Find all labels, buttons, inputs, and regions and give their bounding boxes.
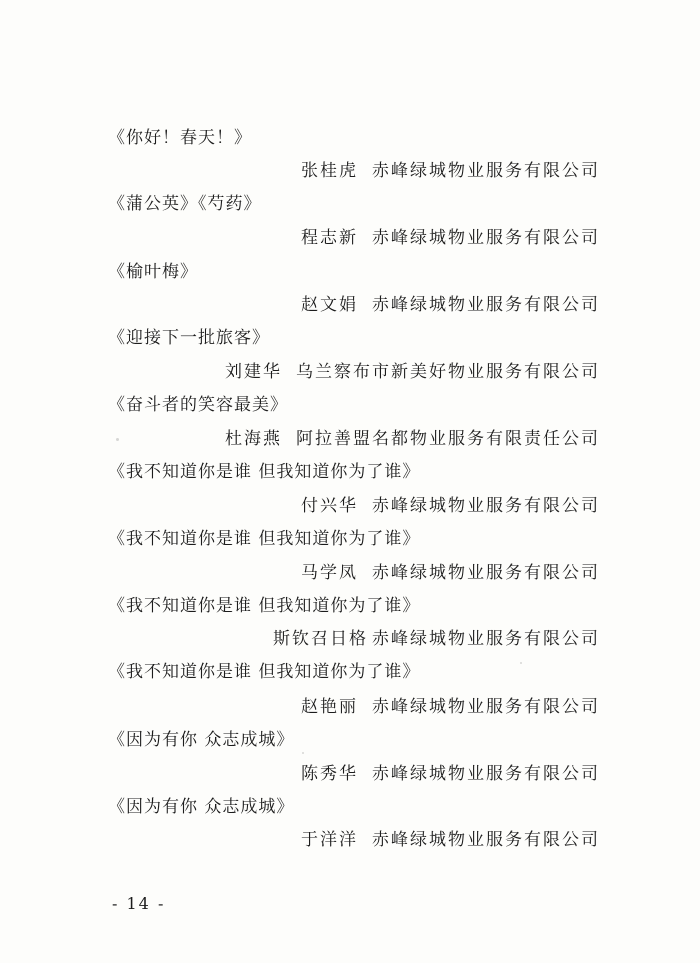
author-name: 赵文娟 — [301, 295, 358, 315]
author-organization: 赤峰绿城物业服务有限公司 — [372, 563, 600, 583]
entry-author-line — [301, 763, 600, 785]
author-organization: 阿拉善盟名都物业服务有限责任公司 — [296, 429, 600, 449]
entry-title: 《奋斗者的笑容最美》 — [108, 395, 288, 415]
author-organization: 赤峰绿城物业服务有限公司 — [372, 764, 600, 784]
author-name: 马学凤 — [301, 563, 358, 583]
entry-author-line — [301, 829, 600, 851]
entry-author-line — [301, 696, 600, 718]
author-organization: 赤峰绿城物业服务有限公司 — [372, 629, 600, 649]
author-organization: 赤峰绿城物业服务有限公司 — [372, 697, 600, 717]
page-number: - 14 - — [112, 894, 166, 913]
entry-title: 《榆叶梅》 — [108, 262, 198, 282]
scan-speck — [520, 662, 522, 664]
author-organization: 赤峰绿城物业服务有限公司 — [372, 830, 600, 850]
author-organization: 乌兰察布市新美好物业服务有限公司 — [296, 362, 600, 382]
entry-author-line — [301, 294, 600, 316]
author-name: 陈秀华 — [301, 764, 358, 784]
entry-title: 《你好！春天！》 — [108, 128, 252, 148]
author-name: 付兴华 — [301, 496, 358, 516]
entry-title: 《我不知道你是谁 但我知道你为了谁》 — [108, 462, 421, 482]
entry-author-line — [225, 361, 600, 383]
author-name: 赵艳丽 — [301, 697, 358, 717]
author-name: 程志新 — [301, 228, 358, 248]
entry-author-line — [301, 562, 600, 584]
entry-author-line — [301, 227, 600, 249]
entry-author-line — [301, 495, 600, 517]
author-organization: 赤峰绿城物业服务有限公司 — [372, 295, 600, 315]
entry-title: 《迎接下一批旅客》 — [108, 328, 270, 348]
entry-title: 《因为有你 众志成城》 — [108, 730, 295, 750]
author-name: 杜海燕 — [225, 429, 282, 449]
entry-author-line — [225, 428, 600, 450]
entry-title: 《我不知道你是谁 但我知道你为了谁》 — [108, 596, 421, 616]
author-name: 于洋洋 — [301, 830, 358, 850]
entry-title: 《蒲公英》《芍药》 — [108, 194, 262, 214]
scan-speck — [116, 438, 119, 441]
author-name: 张桂虎 — [301, 161, 358, 181]
entry-title: 《我不知道你是谁 但我知道你为了谁》 — [108, 529, 421, 549]
entry-title: 《我不知道你是谁 但我知道你为了谁》 — [108, 662, 421, 682]
entry-author-line — [273, 628, 600, 650]
author-name: 斯钦召日格 — [273, 629, 368, 649]
author-organization: 赤峰绿城物业服务有限公司 — [372, 228, 600, 248]
entry-author-line — [301, 160, 600, 182]
entry-title: 《因为有你 众志成城》 — [108, 797, 295, 817]
scan-speck — [302, 752, 304, 754]
author-name: 刘建华 — [225, 362, 282, 382]
author-organization: 赤峰绿城物业服务有限公司 — [372, 161, 600, 181]
author-organization: 赤峰绿城物业服务有限公司 — [372, 496, 600, 516]
